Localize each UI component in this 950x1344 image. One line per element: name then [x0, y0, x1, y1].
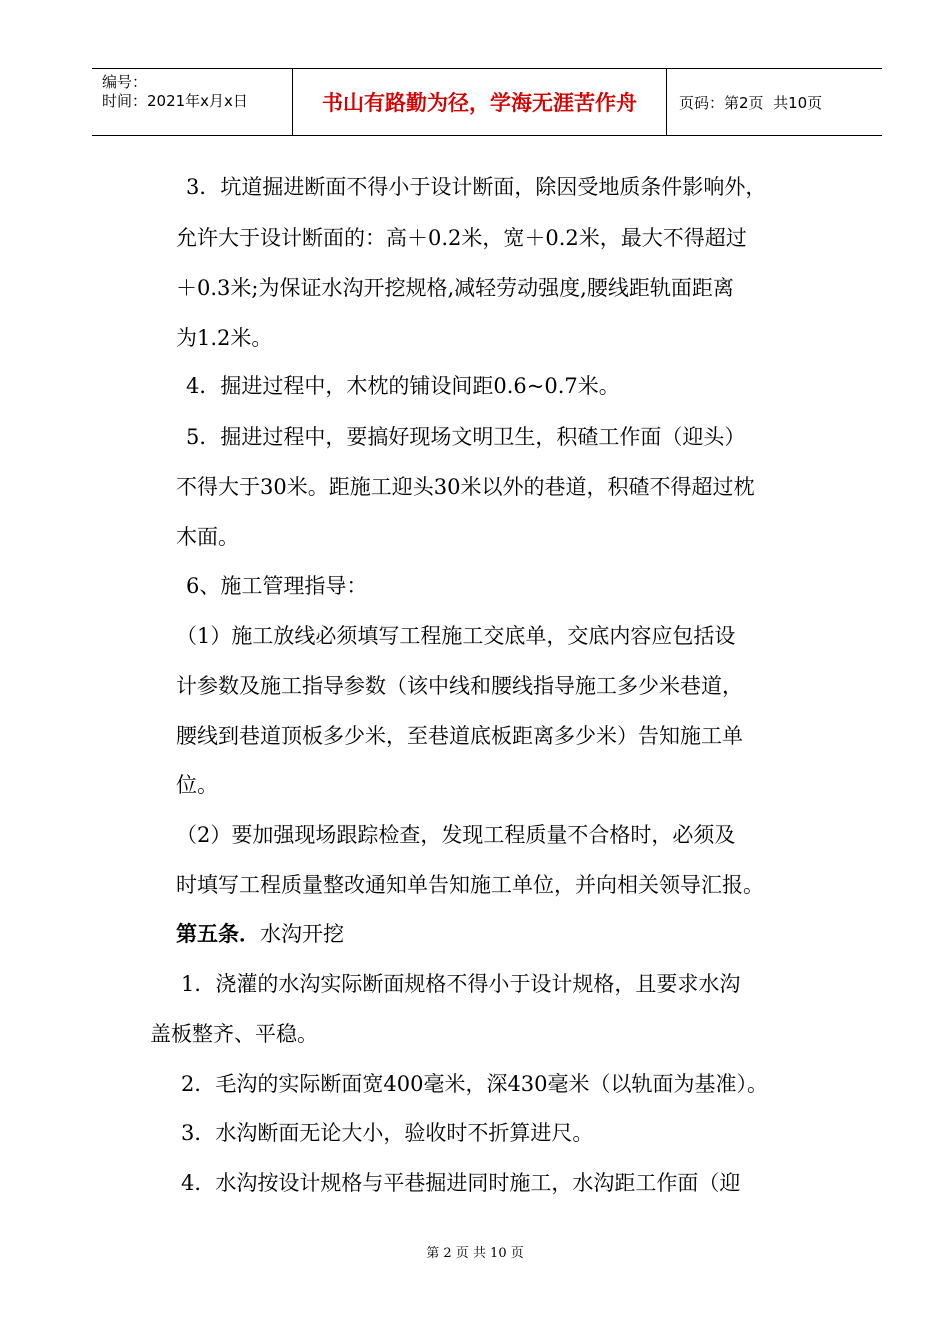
header-motto: 书山有路勤为径，学海无涯苦作舟 [293, 69, 667, 135]
header-meta [92, 69, 293, 135]
body-line-9: 6、施工管理指导： [186, 574, 368, 598]
body-line-21: 4．水沟按设计规格与平巷掘进同时施工，水沟距工作面（迎 [181, 1171, 741, 1195]
body-line-18: 盖板整齐、平稳。 [150, 1022, 318, 1046]
body-line-5: 4．掘进过程中，木枕的铺设间距0.6~0.7米。 [186, 374, 620, 398]
body-line-12: 腰线到巷道顶板多少米，至巷道底板距离多少米）告知施工单 [176, 724, 743, 748]
body-line-2: 允许大于设计断面的：高＋0.2米，宽＋0.2米，最大不得超过 [176, 226, 747, 250]
section-title: 水沟开挖 [260, 922, 344, 946]
number-label: 编号： [102, 73, 148, 91]
time-label: 时间：2021年x月x日 [102, 92, 248, 110]
body-line-4: 为1.2米。 [176, 326, 273, 350]
body-line-7: 不得大于30米。距施工迎头30米以外的巷道，积碴不得超过枕 [176, 475, 755, 499]
body-line-19: 2．毛沟的实际断面宽400毫米，深430毫米（以轨面为基准）。 [181, 1072, 769, 1096]
body-line-8: 木面。 [176, 525, 239, 549]
header-page-info [667, 69, 882, 135]
body-line-13: 位。 [176, 773, 218, 797]
page-footer: 第 2 页 共 10 页 [426, 1246, 524, 1261]
body-line-1: 3．坑道掘进断面不得小于设计断面，除因受地质条件影响外， [186, 175, 767, 199]
document-header [92, 68, 882, 136]
page-label: 页码：第2页 共10页 [679, 93, 823, 112]
section-heading-line [176, 919, 344, 949]
body-line-10: （1）施工放线必须填写工程施工交底单，交底内容应包括设 [176, 624, 736, 648]
body-line-15: 时填写工程质量整改通知单告知施工单位，并向相关领导汇报。 [176, 873, 764, 897]
body-line-20: 3．水沟断面无论大小，验收时不折算进尺。 [181, 1121, 594, 1145]
section-heading: 第五条． [176, 921, 260, 946]
body-line-6: 5．掘进过程中，要搞好现场文明卫生，积碴工作面（迎头） [186, 425, 746, 449]
body-line-17: 1．浇灌的水沟实际断面规格不得小于设计规格，且要求水沟 [181, 972, 741, 996]
body-line-3: ＋0.3米;为保证水沟开挖规格,减轻劳动强度,腰线距轨面距离 [176, 276, 734, 300]
body-line-11: 计参数及施工指导参数（该中线和腰线指导施工多少米巷道， [176, 674, 743, 698]
body-line-14: （2）要加强现场跟踪检查，发现工程质量不合格时，必须及 [176, 823, 736, 847]
